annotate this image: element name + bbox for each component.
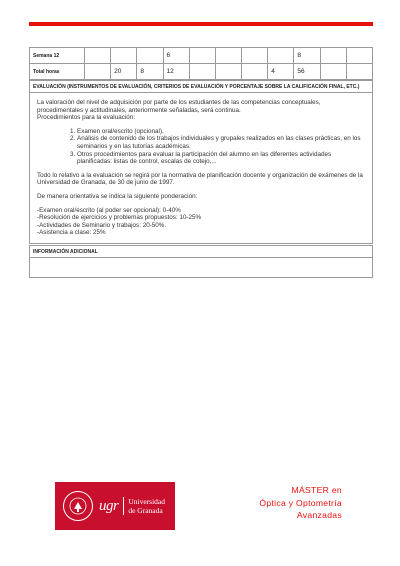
ponderacion-intro: De manera orientativa se indica la siguiente ponderación:: [37, 192, 198, 200]
additional-info-heading: INFORMACIÓN ADICIONAL: [30, 246, 372, 258]
university-logo: [55, 482, 175, 530]
master-title: [259, 484, 342, 522]
table-cell: [189, 64, 215, 80]
normativa-text: Todo lo relativo a la evaluación se regirá por la normativa de planificación docente y organización de exámenes de la Universidad de Granada, de 30 de junio de 1997.: [37, 171, 363, 187]
master-line: Avanzadas: [296, 510, 342, 520]
table-cell: [320, 48, 346, 64]
evaluation-heading: EVALUACIÓN (INSTRUMENTOS DE EVALUACIÓN, CRITERIOS DE EVALUACIÓN Y PORCENTAJE SOBRE LA CALIFICACIÓN FINAL, ETC.): [30, 81, 372, 93]
table-cell: 56: [294, 64, 320, 80]
ponderacion-list: [37, 207, 365, 237]
university-seal-icon: [63, 491, 93, 521]
table-cell: [215, 48, 241, 64]
additional-info-body: [30, 258, 372, 270]
table-cell: [346, 64, 372, 80]
table-cell: 8: [137, 64, 163, 80]
table-cell: [242, 64, 268, 80]
logo-name-line: Universidad: [128, 497, 166, 506]
additional-info-section: [29, 245, 373, 278]
table-cell: [111, 48, 137, 64]
table-cell: 12: [163, 64, 189, 80]
row-label: Total horas: [30, 64, 85, 80]
ponderacion-item: -Asistencia a clase: 25%: [37, 229, 106, 237]
ponderacion-item: -Actividades de Seminario y trabajos: 20-50%.: [37, 221, 167, 229]
top-red-bar: [29, 22, 373, 26]
evaluation-section: [29, 80, 373, 244]
logo-ugr-text: ugr: [99, 497, 119, 514]
procedure-item: 2. Análisis de contenido de los trabajos individuales y grupales realizados en las clases prácticas, en los seminarios y en las tutorías académicas.: [77, 135, 365, 150]
weeks-table: [29, 47, 373, 80]
procedure-item: 3. Otros procedimientos para evaluar la participación del alumno en las diferentes actividades planificadas: listas de control, escalas de cotejo,...: [77, 151, 365, 166]
logo-university-name: [123, 497, 165, 515]
procedure-item: 1. Examen oral/escrito (opcional).: [77, 128, 365, 136]
ponderacion-item: -Resolución de ejercicios y problemas propuestos: 10-25%: [37, 214, 202, 222]
evaluation-body: [30, 93, 372, 243]
table-cell: 8: [294, 48, 320, 64]
table-cell: 6: [163, 48, 189, 64]
ponderacion-item: -Examen oral/escrito (al poder ser opcional): 0-40%: [37, 206, 181, 214]
table-cell: [320, 64, 346, 80]
table-cell: [137, 48, 163, 64]
table-cell: [242, 48, 268, 64]
table-cell: [346, 48, 372, 64]
weeks-table-row: [30, 48, 373, 64]
table-cell: [215, 64, 241, 80]
procedures-list: [37, 128, 365, 166]
table-cell: [268, 48, 294, 64]
intro-line: La valoración del nivel de adquisición por parte de los estudiantes de las competencias conceptuales,: [37, 99, 321, 106]
master-line: Óptica y Optometría: [259, 497, 342, 508]
table-cell: [85, 64, 111, 80]
row-label: Semana 12: [30, 48, 85, 64]
master-line: MÁSTER en: [291, 485, 342, 495]
evaluation-intro: [37, 99, 365, 122]
intro-line: procedimentales y actitudinales, anteriormente señaladas, será continua.: [37, 106, 241, 114]
table-cell: [85, 48, 111, 64]
table-cell: 4: [268, 64, 294, 80]
intro-line: Procedimientos para la evaluación:: [37, 114, 136, 122]
table-cell: [189, 48, 215, 64]
table-cell: 20: [111, 64, 137, 80]
weeks-table-row: [30, 64, 373, 80]
logo-name-line: de Granada: [128, 506, 163, 515]
